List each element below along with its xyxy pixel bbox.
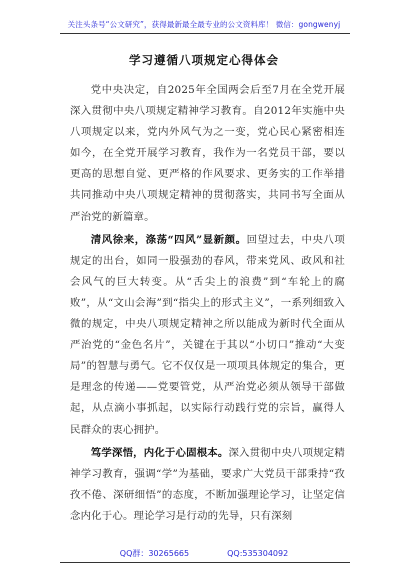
- document-body: [70, 80, 345, 527]
- page-header: [0, 12, 408, 31]
- paragraph-clean-wind: [70, 230, 345, 441]
- footer-qq-number: QQ:535304092: [227, 549, 289, 558]
- document-title: 学习遵循八项规定心得体会: [129, 53, 279, 67]
- header-divider: [60, 33, 350, 34]
- paragraph-lead: 笃学深悟，内化于心固根本。: [90, 446, 229, 459]
- footer-qq-group: QQ群：30265665: [119, 549, 190, 558]
- paragraph-text: 回望过去，中央八项规定的出台，如同一股强劲的春风，带来党风、政风和社会风气的巨大转变。从“舌尖上的浪费”到“车轮上的腐败”，从“文山会海”到“指尖上的形式主义”，一系列细致入微的规定，中央八项规定精神之所以能成为新时代全面从严治党的“金色名片”，关键在于其以“小切口”推动“大变局”的智慧与勇气。它不仅仅是一项项具体规定的集合，更是理念的传递——党要管党，从严治党必须从领导干部做起，从点滴小事抓起，以实际行动践行党的宗旨，赢得人民群众的衷心拥护。: [70, 233, 346, 436]
- footer-divider: [60, 562, 350, 563]
- paragraph-text: 党中央决定，自2025年全国两会后至7月在全党开展深入贯彻中央八项规定精神学习教育。自2012年实施中央八项规定以来，党内外风气为之一变，党心民心紧密相连如今，在全党开展学习教育，我作为一名党员干部，要以更高的思想自觉、更严格的作风要求、更务实的工作举措共同推动中央八项规定精神的贯彻落实，共同书写全面从严治党的新篇章。: [70, 84, 345, 223]
- paragraph-intro: [70, 80, 345, 228]
- header-promo-text: 关注头条号“公文研究”，获得最新最全最专业的公文资料库！ 微信：gongwenyj: [67, 20, 341, 29]
- paragraph-lead: 清风徐来，涤荡“四风”显新颜。: [90, 233, 247, 246]
- paragraph-text: 深入贯彻中央八项规定精神学习教育，强调“学”为基础，要求广大党员干部秉持“孜孜不倦、深研细悟”的态度，不断加强理论学习，让坚定信念内化于心。理论学习是行动的先导，只有深刻: [70, 446, 345, 522]
- paragraph-study: [70, 443, 345, 527]
- page-footer: [0, 548, 408, 559]
